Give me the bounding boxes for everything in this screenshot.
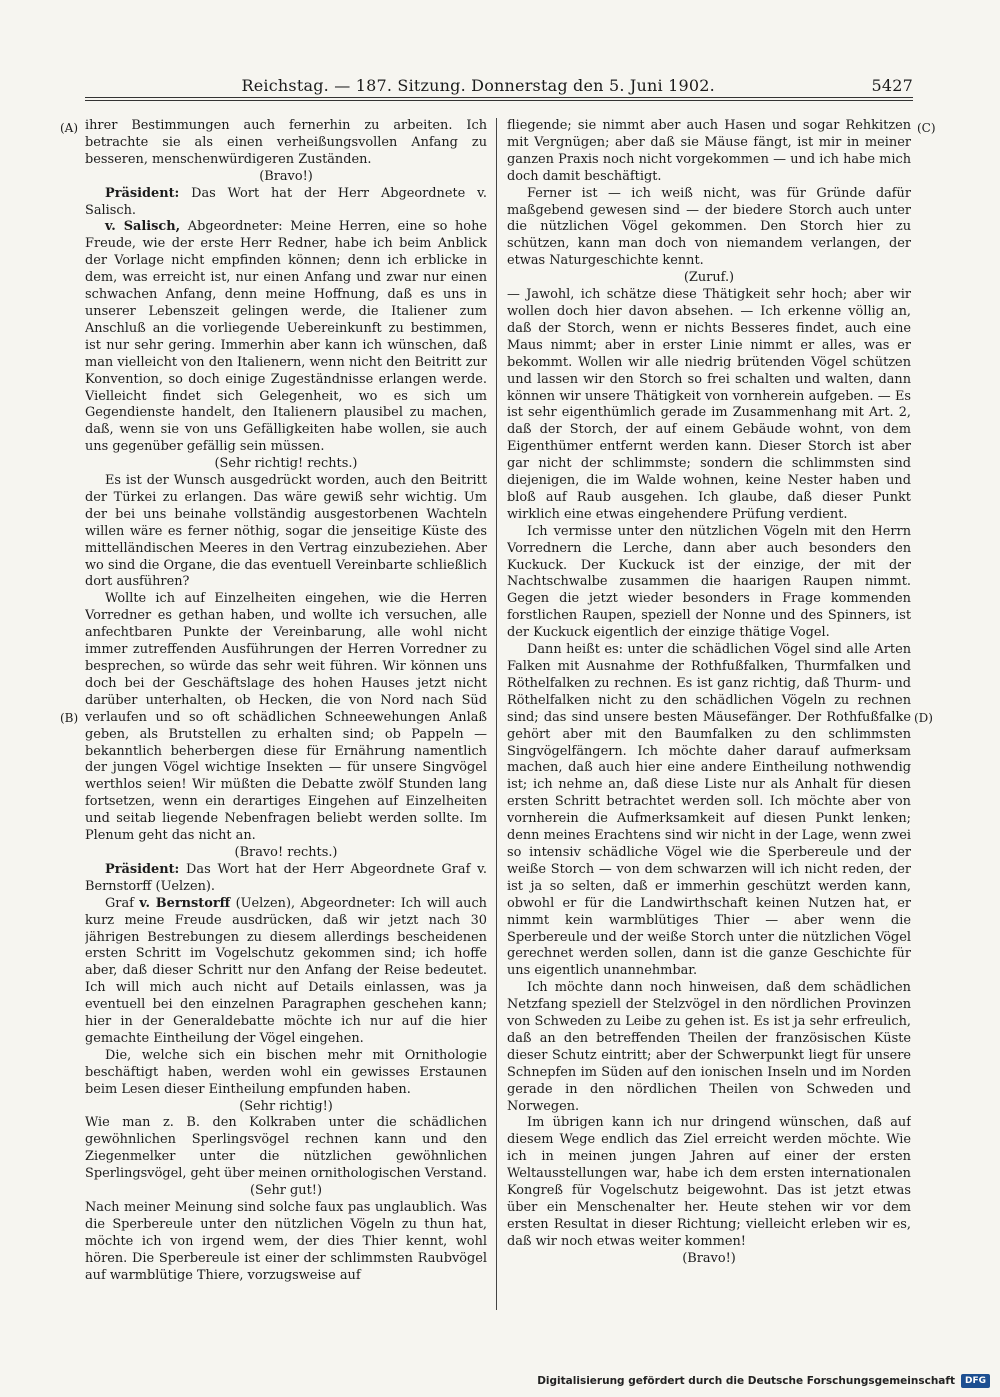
paragraph (507, 287, 911, 524)
paragraph-text: — Jawohl, ich schätze diese Thätigkeit sehr hoch; aber wir wollen doch hier davon absehen. — Ich erkenne völlig an, daß der Storch, wenn er nichts Besseres findet, auch eine Maus nimmt; aber in erster Linie nimmt er alles, was er bekommt. Wollen wir alle niedrig brütenden Vögel schützen und lassen wir den Storch so frei schalten und walten, dann können wir unsere Thätigkeit von vornherein aufgeben. — Es ist sehr eigenthümlich gerade im Zusammenhang mit Art. 2, daß der Storch, der auf einem Gebäude wohnt, von dem Eigenthümer entfernt werden kann. Dieser Storch ist aber gar nicht der schlimmste; sondern die schlimmsten sind diejenigen, die im Walde wohnen, keine Nester haben und bloß auf Raub ausgehen. Ich glaube, daß dieser Punkt wirklich eine etwas eingehendere Prüfung verdient. (507, 287, 911, 522)
speaker-name: Präsident: (105, 185, 180, 201)
margin-marker-a: (A) (60, 121, 79, 135)
paragraph-text: Ferner ist — ich weiß nicht, was für Gründe dafür maßgebend gewesen sind — der biedere Storch auch unter die nützlichen Vögel gekommen. Den Storch hier zu schützen, kann man doch von niemandem verlangen, der etwas Naturgeschichte kennt. (507, 185, 911, 269)
header-title: Reichstag. — 187. Sitzung. Donnerstag den 5. Juni 1902. (241, 76, 715, 95)
paragraph (85, 896, 487, 1048)
speaker-name: v. Bernstorff (139, 895, 231, 911)
paragraph-text: (Zuruf.) (683, 270, 735, 286)
paragraph (85, 1200, 487, 1285)
paragraph-text: ihrer Bestimmungen auch fernerhin zu arbeiten. Ich betrachte sie als einen verheißungsvollen Anfang zu besseren, menschenwürdigeren Zuständen. (85, 118, 487, 167)
paragraph (85, 591, 487, 845)
paragraph-text: (Bravo! rechts.) (234, 844, 338, 860)
paragraph-text: (Uelzen), Abgeordneter: Ich will auch kurz meine Freude ausdrücken, daß wir jetzt nach 30 jährigen Bestrebungen zu diesem allerdings bescheidenen ersten Schritt im Vogelschutz gekommen sind; ich hoffe aber, daß dieser Schritt nur den Anfang der Reise bedeutet. Ich will mich auch nicht auf Details einlassen, was ja eventuell bei den einzelnen Paragraphen geschehen kann; hier in der Generaldebatte möchte ich nur auf die hier gemachte Eintheilung der Vögel eingehen. (85, 895, 487, 1046)
left-column (85, 118, 487, 1310)
interjection (507, 270, 911, 287)
interjection (85, 1183, 487, 1200)
footer-text: Digitalisierung gefördert durch die Deutsche Forschungsgemeinschaft (537, 1375, 955, 1387)
margin-marker-b: (B) (60, 711, 79, 725)
interjection (85, 169, 487, 186)
interjection (507, 1251, 911, 1268)
paragraph (507, 980, 911, 1115)
interjection (85, 456, 487, 473)
paragraph-text: Ich möchte dann noch hinweisen, daß dem schädlichen Netzfang speziell der Stelzvögel in den nördlichen Provinzen von Schweden zu Leibe zu gehen ist. Es ist ja sehr erfreulich, daß an den betreffenden Theilen der französischen Küste dieser Schutz eintritt; aber der Schwerpunkt liegt für unsere Schnepfen im Süden auf den ionischen Inseln und im Norden gerade in den nördlichen Theilen von Schweden und Norwegen. (507, 980, 911, 1114)
header-rule (85, 97, 913, 98)
paragraph-text: (Sehr richtig!) (239, 1098, 333, 1114)
margin-marker-d: (D) (914, 711, 933, 725)
paragraph-text: Graf (105, 895, 140, 911)
paragraph-text: fliegende; sie nimmt aber auch Hasen und sogar Rehkitzen mit Vergnügen; aber daß sie Mäuse fängt, ist mir in meiner ganzen Praxis noch nicht vorgekommen — und ich habe mich doch damit beschäftigt. (507, 118, 911, 184)
paragraph (85, 473, 487, 591)
margin-marker-c: (C) (917, 121, 936, 135)
paragraph-text: Abgeordneter: Meine Herren, eine so hohe Freude, wie der erste Herr Redner, habe ich beim Anblick der Vorlage nicht empfinden können; denn ich erblicke in dem, was erreicht ist, nur einen Anfang und zwar nur einen schwachen Anfang, denn meine Hoffnung, daß es uns in unserer Lebenszeit gelingen werde, die Italiener zum Anschluß an die vorliegende Uebereinkunft zu bestimmen, ist nur sehr gering. Immerhin aber kann ich wünschen, daß man vielleicht von den Italienern, wenn nicht den Beitritt zur Konvention, so doch einige Zugeständnisse erlangen werde. Vielleicht findet sich Gelegenheit, wo es sich um Gegendienste handelt, den Italienern plausibel zu machen, daß, wenn sie von uns Gefälligkeiten habe wollen, sie auch uns gegenüber gefällig sein müssen. (85, 219, 487, 455)
paragraph (507, 118, 911, 186)
paragraph (85, 219, 487, 456)
paragraph-text: (Bravo!) (682, 1250, 736, 1266)
paragraph-text: Im übrigen kann ich nur dringend wünschen, daß auf diesem Wege endlich das Ziel erreicht werden möchte. Wie ich in meinen jungen Jahren auf einer der ersten Weltausstellungen war, habe ich dem ersten internationalen Kongreß für Vogelschutz beigewohnt. Das ist jetzt etwas über ein Menschenalter her. Heute stehen wir vor dem ersten Resultat in dieser Richtung; vielleicht erleben wir es, daß wir noch etwas weiter kommen! (507, 1115, 911, 1249)
paragraph-text: Wollte ich auf Einzelheiten eingehen, wie die Herren Vorredner es gethan haben, und wollte ich versuchen, alle anfechtbaren Punkte der Vereinbarung, alle wohl nicht immer zutreffenden Ausführungen der Herren Vorredner zu besprechen, so würde das sehr weit führen. Wir können uns doch bei der Geschäftslage des hohen Hauses jetzt nicht darüber unterhalten, ob Hecken, die von Nord nach Süd verlaufen und so oft schädlichen Schneewehungen Anlaß geben, als Brutstellen zu erhalten sind; ob Pappeln — bekanntlich beherbergen diese für Ernährung namentlich der jungen Vögel wichtige Insekten — für unsere Singvögel werthlos seien! Wir müßten die Debatte zwölf Stunden lang fortsetzen, wenn ein derartiges Eingehen auf Einzelheiten und seitab liegende Nebenfragen beliebt werden sollte. Im Plenum geht das nicht an. (85, 591, 487, 844)
paragraph (85, 186, 487, 220)
column-divider (496, 118, 497, 1310)
paragraph (85, 862, 487, 896)
dfg-logo: DFG (961, 1374, 990, 1388)
paragraph-text: Dann heißt es: unter die schädlichen Vögel sind alle Arten Falken mit Ausnahme der Rothfußfalken, Thurmfalken und Röthelfalken zu rechnen. Es ist ganz richtig, daß Thurm- und Röthelfalken nicht zu den schädlichen Vögeln zu rechnen sind; das sind unsere besten Mäusefänger. Der Rothfußfalke gehört aber mit den Baumfalken zu den schlimmsten Singvögelfängern. Ich möchte daher darauf aufmerksam machen, daß auch hier eine andere Eintheilung nothwendig ist; ich nehme an, daß diese Liste nur als Anhalt für diesen ersten Schritt betrachtet werden soll. Ich möchte aber von vornherein die Aufmerksamkeit auf diesen Punkt lenken; denn meines Erachtens sind wir nicht in der Lage, wenn zwei so intensiv schädliche Vögel wie die Sperbereule und der weiße Storch — von dem schwarzen will ich nicht reden, der ist ja so selten, daß er immerhin geschützt werden kann, obwohl er für die Landwirthschaft keinen Nutzen hat, er nimmt kein warmblütiges Thier — aber wenn die Sperbereule und der weiße Storch unter die nützlichen Vögel gerechnet werden sollen, dann ist die ganze Geschichte für uns eigentlich unannehmbar. (507, 642, 911, 979)
speaker-name: v. Salisch, (105, 219, 181, 235)
speaker-name: Präsident: (105, 861, 180, 877)
paragraph-text: Wie man z. B. den Kolkraben unter die schädlichen gewöhnlichen Sperlingsvögel rechnen kann und den Ziegenmelker unter die nützlichen gewöhnlichen Sperlingsvögel, geht über meinen ornithologischen Verstand. (85, 1115, 487, 1182)
footer-credit (537, 1372, 990, 1390)
interjection (85, 845, 487, 862)
paragraph (507, 642, 911, 980)
paragraph (507, 524, 911, 642)
paragraph-text: Das Wort hat der Herr Abgeordnete Graf v. Bernstorff (Uelzen). (85, 861, 487, 894)
paragraph (507, 186, 911, 271)
running-header (85, 76, 913, 98)
paragraph (85, 1048, 487, 1099)
paragraph-text: (Sehr richtig! rechts.) (214, 456, 358, 472)
right-column (507, 118, 911, 1310)
paragraph-text: Die, welche sich ein bischen mehr mit Ornithologie beschäftigt haben, werden wohl ein gewisses Erstaunen beim Lesen dieser Eintheilung empfunden haben. (85, 1047, 487, 1097)
paragraph-text: Es ist der Wunsch ausgedrückt worden, auch den Beitritt der Türkei zu erlangen. Das wäre gewiß sehr wichtig. Um der bei uns beinahe vollständig ausgestorbenen Wachteln willen wäre es ferner nöthig, sogar die jenseitige Küste des mittelländischen Meeres in den Vertrag einzubeziehen. Aber wo sind die Organe, die das eventuell Vereinbarte schließlich dort ausführen? (85, 473, 487, 590)
paragraph (85, 1115, 487, 1183)
paragraph-text: (Bravo!) (259, 168, 313, 184)
paragraph-text: Ich vermisse unter den nützlichen Vögeln mit den Herrn Vorrednern die Lerche, dann aber auch besonders den Kuckuck. Der Kuckuck ist der einzige, der mit der Nachtschwalbe zusammen die haarigen Raupen nimmt. Gegen die jetzt wieder besonders in Frage kommenden forstlichen Raupen, speziell der Nonne und des Spinners, ist der Kuckuck eigentlich der einzige thätige Vogel. (507, 523, 911, 641)
header-rule-double (85, 100, 913, 101)
paragraph (85, 118, 487, 169)
interjection (85, 1099, 487, 1116)
paragraph-text: Nach meiner Meinung sind solche faux pas unglaublich. Was die Sperbereule unter den nützlichen Vögeln zu thun hat, möchte ich von irgend wem, der dies Thier kennt, wohl hören. Die Sperbereule ist einer der schlimmsten Raubvögel auf warmblütige Thiere, vorzugsweise auf (85, 1200, 487, 1283)
paragraph (507, 1115, 911, 1250)
paragraph-text: (Sehr gut!) (250, 1183, 322, 1199)
paragraph-text: Das Wort hat der Herr Abgeordnete v. Salisch. (85, 185, 487, 218)
page-number: 5427 (871, 76, 913, 95)
